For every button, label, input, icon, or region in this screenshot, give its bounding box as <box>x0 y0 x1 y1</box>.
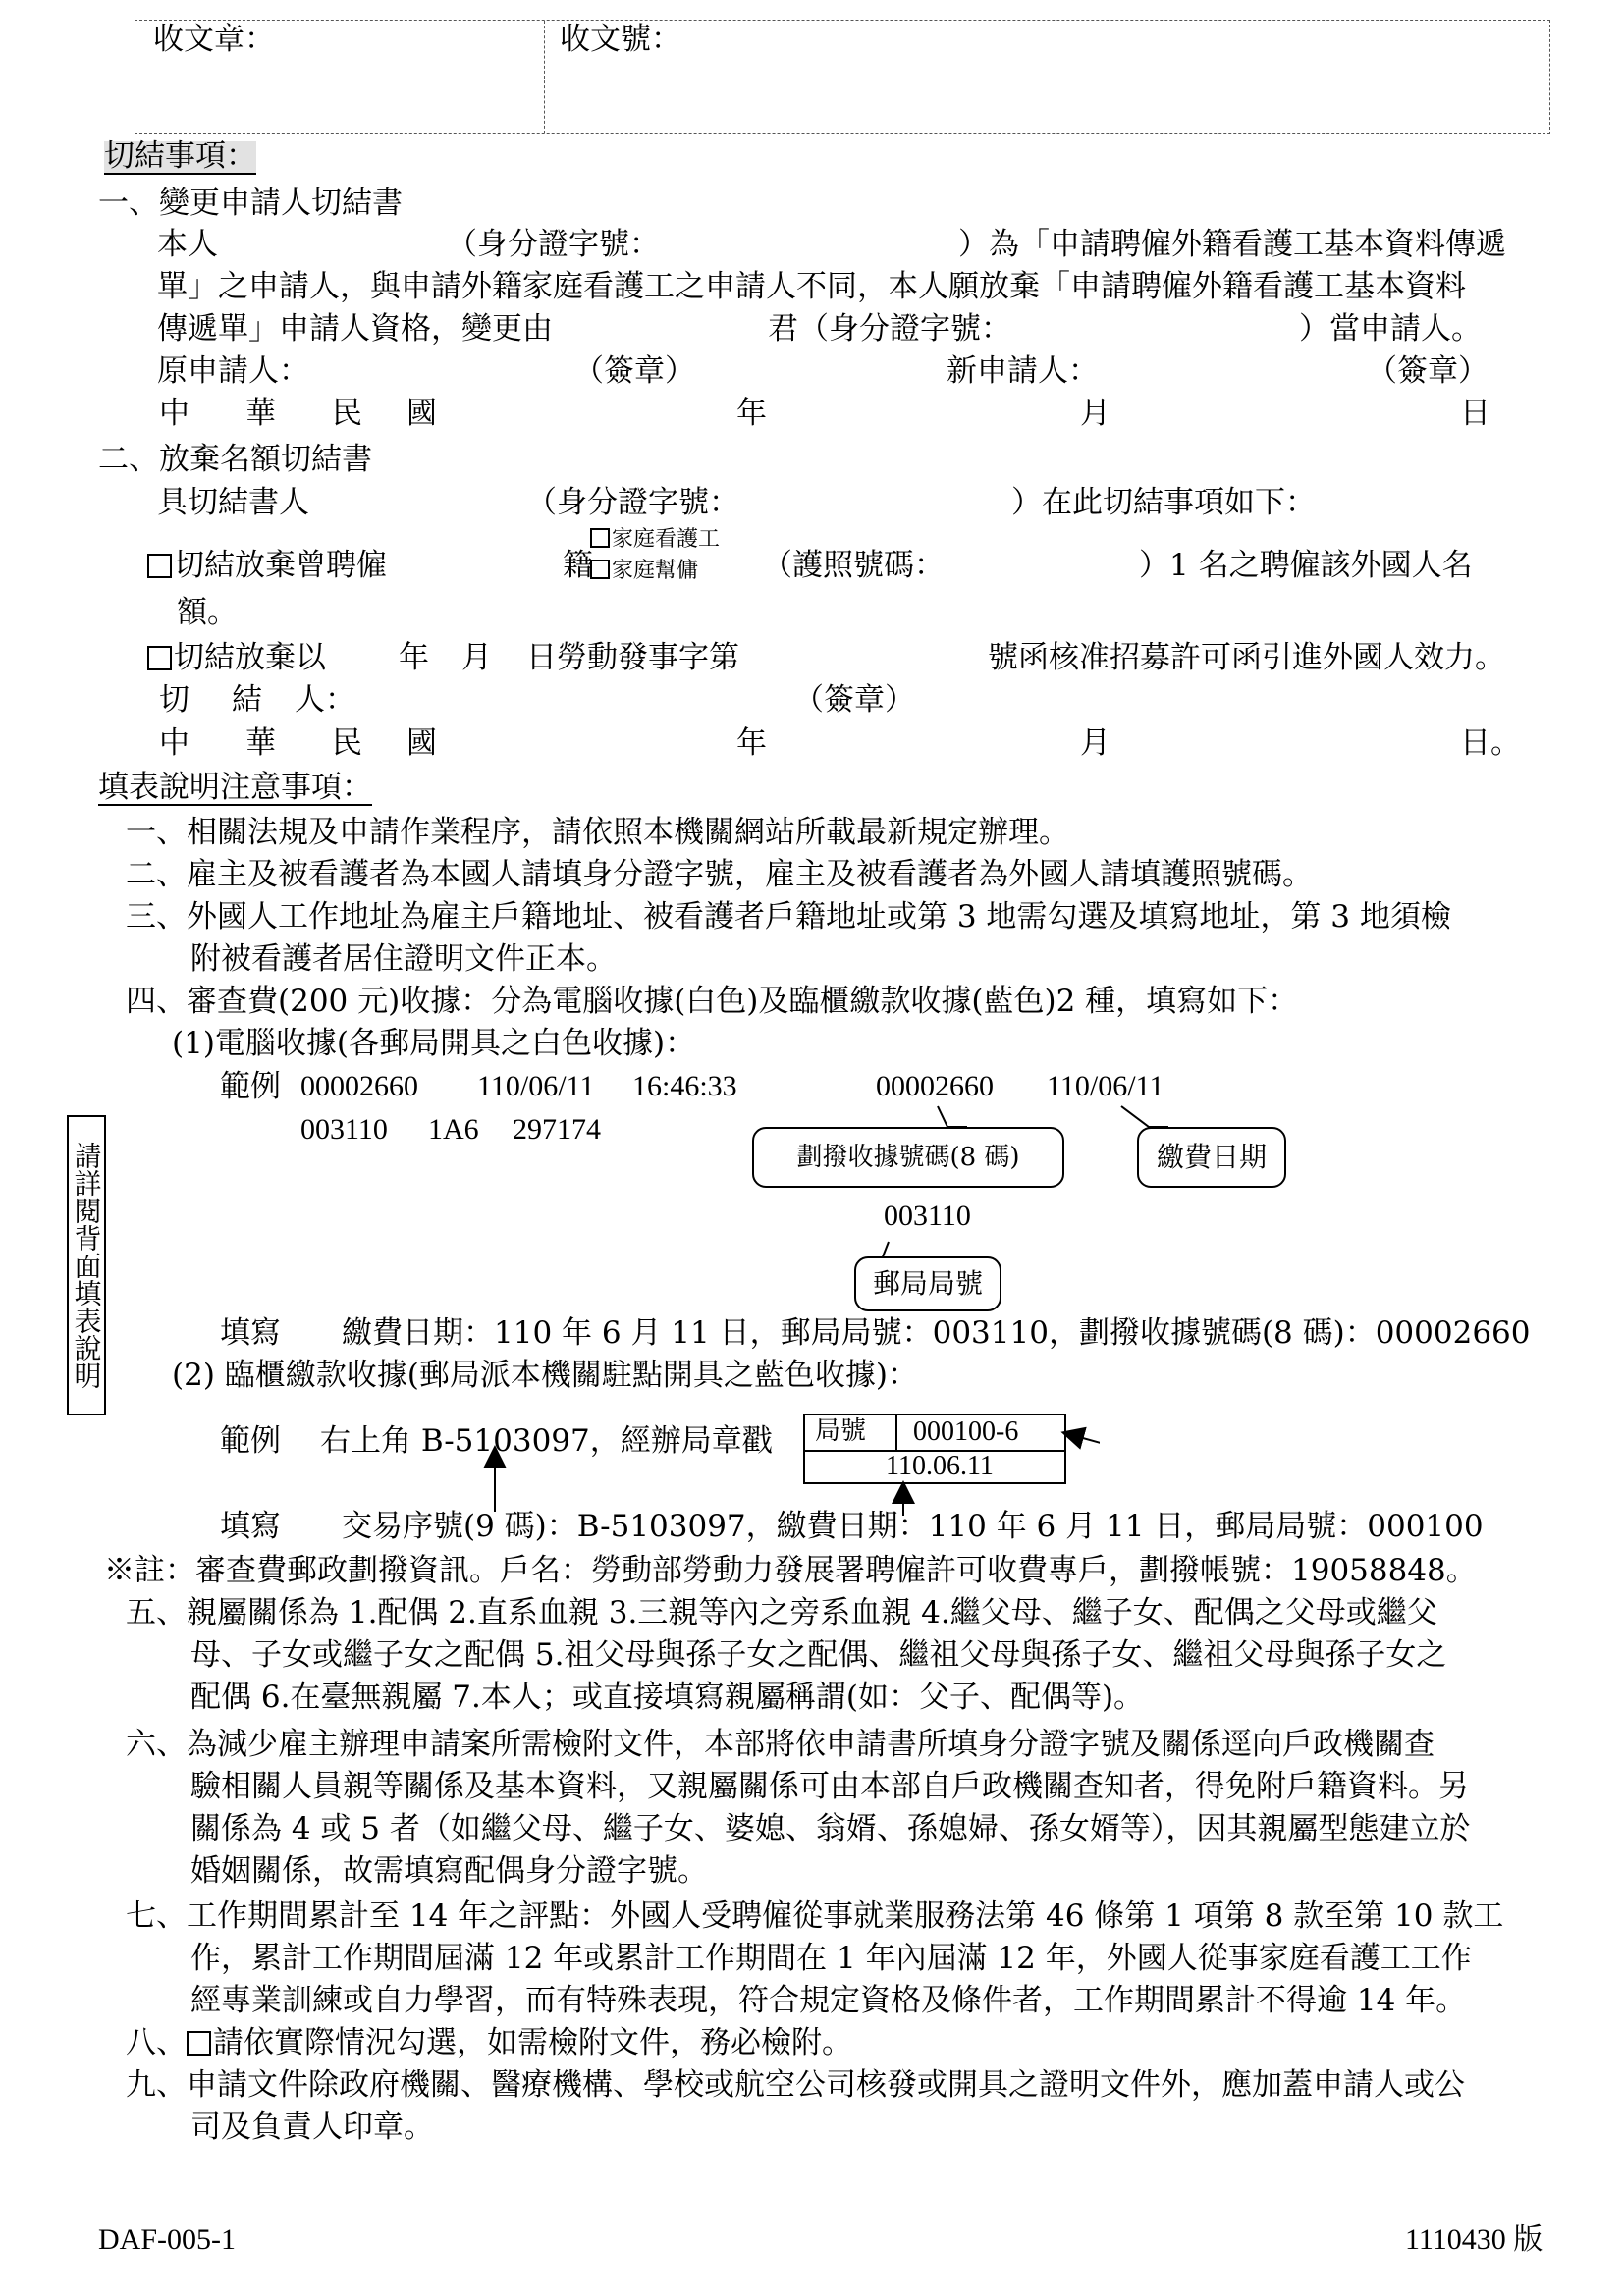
fill2-text: 交易序號(9 碼)：B-5103097，繳費日期：110 年 6 月 11 日，郵局局號：000100 <box>342 1509 1484 1544</box>
example1-post-office-highlight: 003110 <box>884 1200 971 1232</box>
instruction-8 <box>126 2025 852 2060</box>
caregiver-option <box>590 528 720 551</box>
instruction-5-line2: 母、子女或繼子女之配偶 5.祖父母與孫子女之配偶、繼祖父母與孫子女、繼祖父母與孫子女之 <box>190 1637 1447 1673</box>
callout-receipt-number <box>752 1127 1064 1188</box>
s2-permit-month: 月 <box>461 640 492 675</box>
instruction-9-line1: 九、申請文件除政府機關、醫療機構、學校或航空公司核發或開具之證明文件外，應加蓋申請人或公 <box>126 2067 1465 2103</box>
instruction-4-1: (1)電腦收據(各郵局開具之白色收據)： <box>172 1026 696 1061</box>
instruction-8-text: 請依實際情況勾選，如需檢附文件，務必檢附。 <box>213 2025 852 2060</box>
s2-date-month: 月 <box>1080 725 1110 761</box>
receipt-number-label: 收文號： <box>560 22 681 57</box>
instruction-4-2: (2) 臨櫃繳款收據(郵局派本機關駐點開具之藍色收據)： <box>172 1358 918 1393</box>
example1-code: 1A6 <box>428 1113 479 1146</box>
domestic-helper-option-label: 家庭幫傭 <box>612 559 699 583</box>
s2-date-hua: 華 <box>245 725 276 761</box>
instruction-6-line1: 六、為減少雇主辦理申請案所需檢附文件，本部將依申請書所填身分證字號及關係逕向戶政機關查 <box>126 1727 1435 1762</box>
s2-waive-hire-row <box>147 548 387 583</box>
fee-note: ※註：審查費郵政劃撥資訊。戶名：勞動部勞動力發展署聘僱許可收費專戶，劃撥帳號：19058848。 <box>104 1553 1477 1588</box>
example1-label: 範例 <box>220 1069 281 1104</box>
instruction-8-checkbox-sample <box>187 2031 211 2056</box>
example1-serial: 297174 <box>513 1113 601 1146</box>
s2-permit-year: 年 <box>399 640 429 675</box>
s2-date-min: 民 <box>332 725 362 761</box>
s2-date-guo: 國 <box>406 725 437 761</box>
instruction-6-line4: 婚姻關係，故需填寫配偶身分證字號。 <box>190 1853 708 1889</box>
example2-arrows <box>471 1414 1100 1517</box>
instruction-3-line2: 附被看護者居住證明文件正本。 <box>190 941 617 977</box>
s1-original-signature: （簽章） <box>573 353 695 389</box>
s1-line1-c: ）為「申請聘僱外籍看護工基本資料傳遞 <box>958 227 1506 262</box>
domestic-helper-checkbox[interactable] <box>590 560 610 579</box>
form-code: DAF-005-1 <box>98 2223 236 2256</box>
s2-line1-b: （身分證字號： <box>526 485 739 520</box>
instruction-9-line2: 司及負責人印章。 <box>190 2109 434 2145</box>
s1-date-guo: 國 <box>406 396 437 431</box>
version-label: 1110430 版 <box>1405 2223 1543 2256</box>
receipt-seal-label: 收文章： <box>153 22 275 57</box>
s1-date-zhong: 中 <box>159 396 189 431</box>
instruction-4: 四、審查費(200 元)收據：分為電腦收據(白色)及臨櫃繳款收據(藍色)2 種，填寫如下： <box>126 984 1299 1019</box>
s2-date-year: 年 <box>736 725 767 761</box>
s1-line1-a: 本人 <box>157 227 218 262</box>
receipt-box-divider <box>544 21 545 133</box>
waive-permit-label: 切結放棄以 <box>174 640 326 675</box>
callout-payment-date <box>1137 1127 1286 1188</box>
s2-passport-label: （護照號碼： <box>762 548 945 583</box>
instruction-5-line1: 五、親屬關係為 1.配偶 2.直系血親 3.三親等內之旁系血親 4.繼父母、繼子女、配偶之父母或繼父 <box>126 1595 1437 1630</box>
instruction-7-line1: 七、工作期間累計至 14 年之評點：外國人受聘僱從事就業服務法第 46 條第 1 項第 8 款至第 10 款工 <box>126 1898 1504 1934</box>
s1-line3-c: ）當申請人。 <box>1299 311 1482 347</box>
s2-permit-doc: 日勞動發事字第 <box>526 640 739 675</box>
s2-date-zhong: 中 <box>159 725 189 761</box>
stamp-office-number: 000100-6 <box>913 1416 1019 1447</box>
instruction-5-line3: 配偶 6.在臺無親屬 7.本人；或直接填寫親屬稱謂(如：父子、配偶等)。 <box>190 1680 1145 1715</box>
fill1-label: 填寫 <box>220 1315 281 1351</box>
example2-label: 範例 <box>220 1423 281 1459</box>
example1-receipt-no-highlight: 00002660 <box>876 1070 994 1102</box>
office-arrow <box>1072 1435 1100 1516</box>
caregiver-checkbox[interactable] <box>590 528 610 548</box>
example2-text: 右上角 B-5103097，經辦局章戳 <box>320 1423 773 1459</box>
s1-line1-b: （身分證字號： <box>447 227 660 262</box>
example1-post-office: 003110 <box>300 1113 388 1146</box>
s2-line1-a: 具切結書人 <box>157 485 309 520</box>
stamp-date: 110.06.11 <box>886 1451 994 1481</box>
example1-date-highlight: 110/06/11 <box>1047 1070 1164 1102</box>
instruction-1: 一、相關法規及申請作業程序，請依照本機關網站所載最新規定辦理。 <box>126 815 1069 850</box>
s2-line1-c: ）在此切結事項如下： <box>1011 485 1316 520</box>
instruction-8-number: 八、 <box>126 2025 187 2060</box>
example1-receipt-no: 00002660 <box>300 1070 418 1102</box>
s2-date-day: 日。 <box>1460 725 1521 761</box>
callout-post-office-text: 郵局局號 <box>872 1267 983 1300</box>
s1-new-signature: （簽章） <box>1367 353 1489 389</box>
s2-affiant-ren: 人： <box>295 682 355 718</box>
side-note: 請詳閱背面填表說明 <box>67 1115 106 1415</box>
s1-line2: 單」之申請人，與申請外籍家庭看護工之申請人不同，本人願放棄「申請聘僱外籍看護工基本資料 <box>157 269 1466 304</box>
section2-title: 二、放棄名額切結書 <box>98 442 372 477</box>
s2-affiant-jie: 結 <box>232 682 262 718</box>
s1-new-applicant: 新申請人： <box>947 353 1099 389</box>
callout-payment-date-text: 繳費日期 <box>1156 1141 1267 1173</box>
affidavit-heading: 切結事項： <box>104 138 256 174</box>
example1-date: 110/06/11 <box>477 1070 595 1102</box>
s2-affiant-signature: （簽章） <box>793 682 915 718</box>
instructions-heading: 填表說明注意事項： <box>98 770 372 805</box>
section1-title: 一、變更申請人切結書 <box>98 186 403 221</box>
s2-affiant-qie: 切 <box>159 682 189 718</box>
stamp-office-label: 局號 <box>815 1416 867 1446</box>
s1-date-year: 年 <box>736 396 767 431</box>
s1-line3-a: 傳遞單」申請人資格，變更由 <box>157 311 553 347</box>
s2-quota-text: ）1 名之聘僱該外國人名 <box>1139 548 1473 583</box>
waive-permit-checkbox[interactable] <box>147 646 172 670</box>
domestic-helper-option <box>590 560 698 582</box>
example1-time: 16:46:33 <box>632 1070 737 1102</box>
instruction-7-line3: 經專業訓練或自力學習，而有特殊表現，符合規定資格及條件者，工作期間累計不得逾 14 年。 <box>190 1983 1467 2018</box>
s1-date-day: 日 <box>1460 396 1490 431</box>
s1-line3-b: 君（身分證字號： <box>768 311 1011 347</box>
fill2-label: 填寫 <box>220 1509 281 1544</box>
callout1-pointer <box>938 1106 967 1127</box>
s2-nationality-suffix: 籍 <box>563 548 593 583</box>
instruction-6-line3: 關係為 4 或 5 者（如繼父母、繼子女、婆媳、翁婿、孫媳婦、孫女婿等），因其親屬型態建立於 <box>190 1811 1471 1846</box>
callout-post-office <box>854 1256 1001 1311</box>
callout2-pointer <box>1121 1106 1168 1127</box>
s1-original-applicant: 原申請人： <box>157 353 309 389</box>
fill1-text: 繳費日期：110 年 6 月 11 日，郵局局號：003110，劃撥收據號碼(8 碼)：00002660 <box>342 1315 1531 1351</box>
instruction-6-line2: 驗相關人員親等關係及基本資料，又親屬關係可由本部自戶政機關查知者，得免附戶籍資料。另 <box>190 1769 1469 1804</box>
instruction-3-line1: 三、外國人工作地址為雇主戶籍地址、被看護者戶籍地址或第 3 地需勾選及填寫地址，第 3 地須檢 <box>126 899 1451 934</box>
receipt-box <box>135 20 1550 134</box>
waive-hire-label: 切結放棄曾聘僱 <box>174 548 387 583</box>
s1-date-hua: 華 <box>245 396 276 431</box>
s2-permit-text: 號函核准招募許可函引進外國人效力。 <box>988 640 1505 675</box>
s2-line3: 額。 <box>177 595 238 630</box>
waive-hire-checkbox[interactable] <box>147 554 172 578</box>
s1-date-month: 月 <box>1080 396 1110 431</box>
instruction-7-line2: 作，累計工作期間屆滿 12 年或累計工作期間在 1 年內屆滿 12 年，外國人從事家庭看護工工作 <box>190 1941 1472 1976</box>
instruction-2: 二、雇主及被看護者為本國人請填身分證字號，雇主及被看護者為外國人請填護照號碼。 <box>126 857 1313 892</box>
s1-date-min: 民 <box>332 396 362 431</box>
callout-receipt-number-text: 劃撥收據號碼(8 碼) <box>796 1143 1020 1172</box>
caregiver-option-label: 家庭看護工 <box>612 527 721 552</box>
s2-waive-permit-row <box>147 640 326 675</box>
